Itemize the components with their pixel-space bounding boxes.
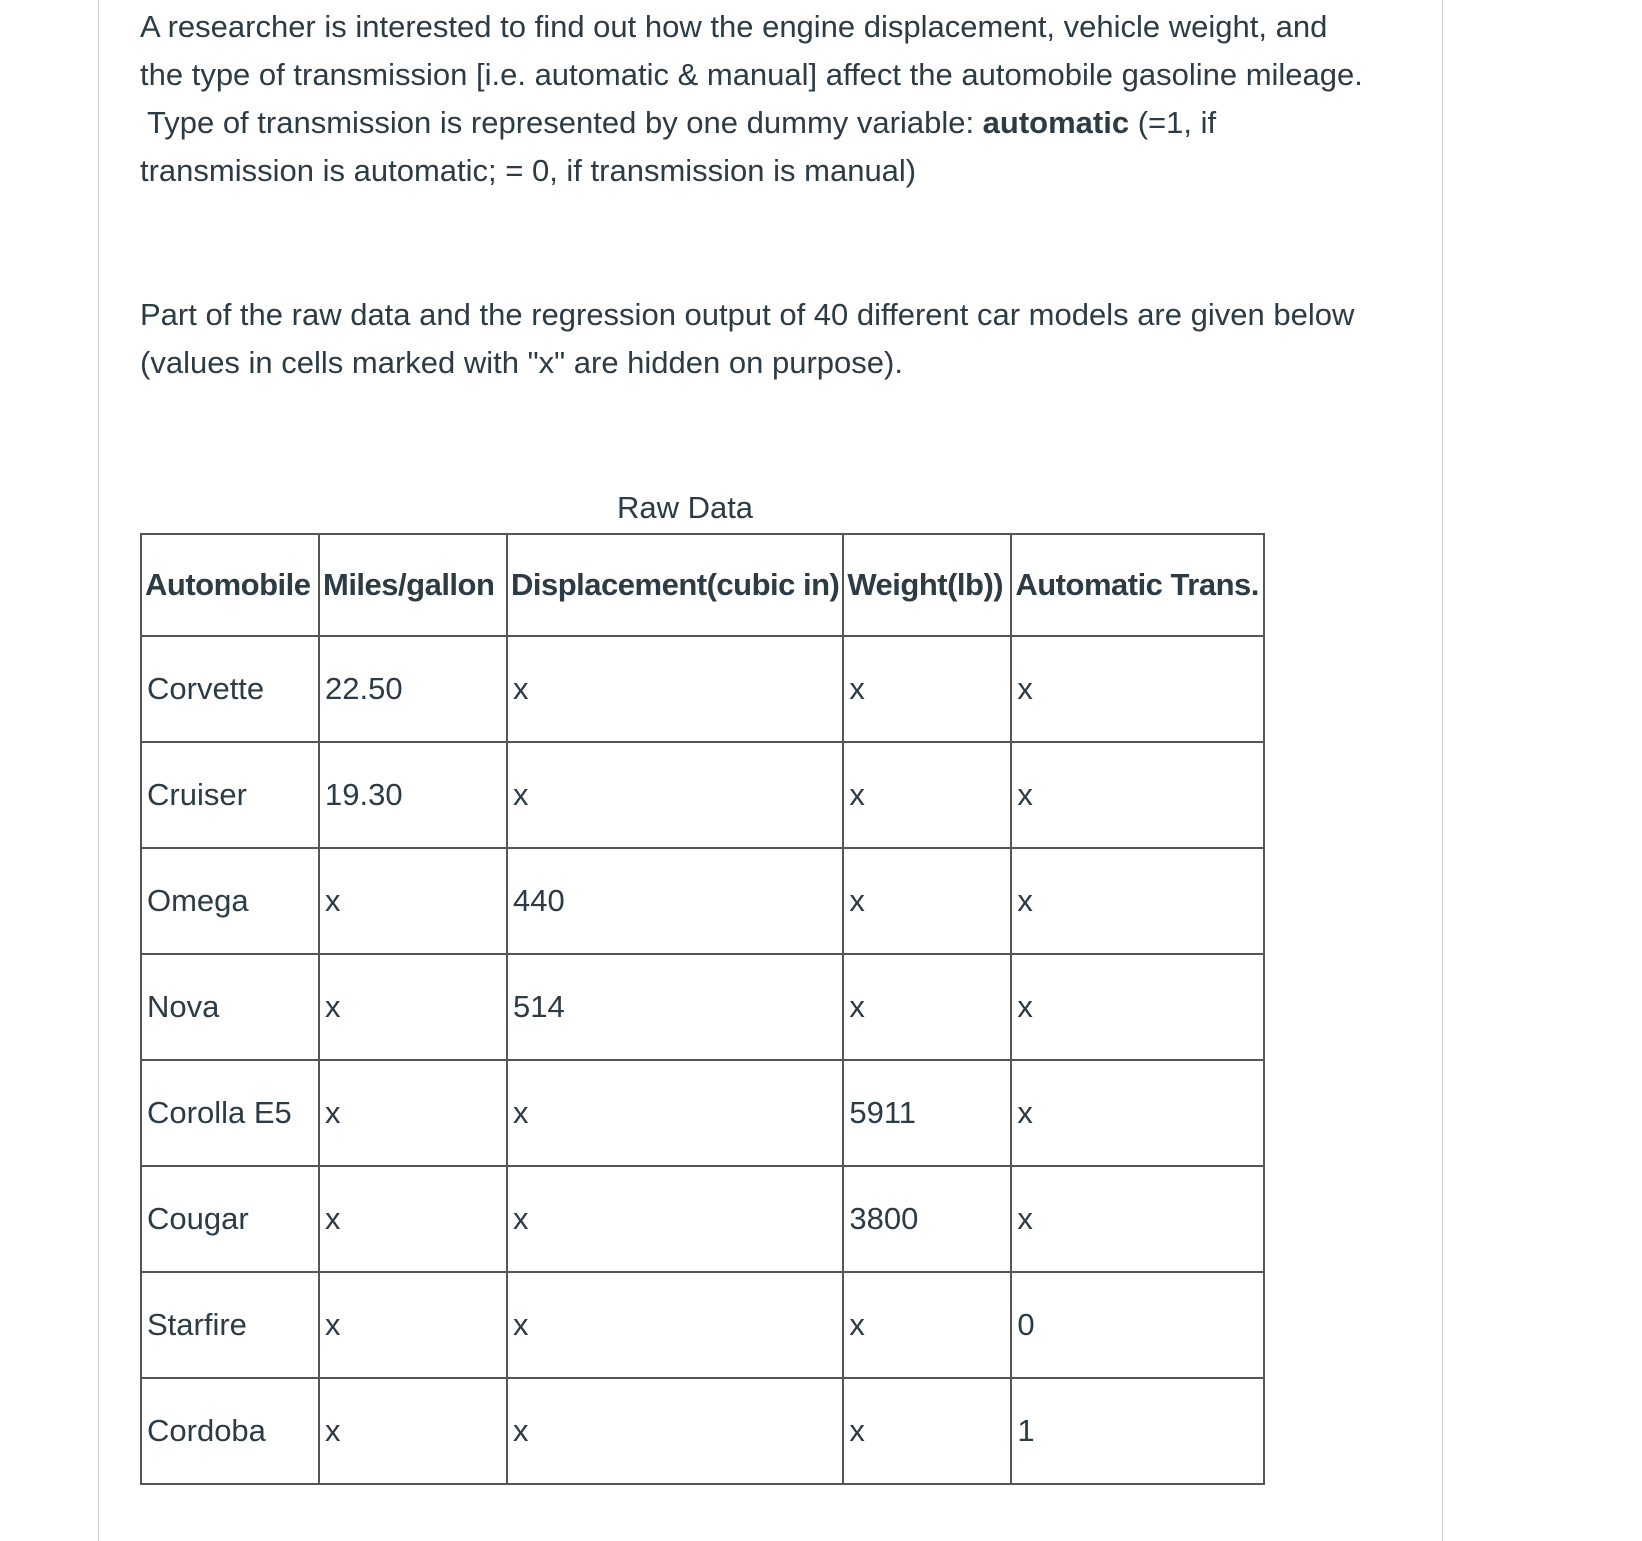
cell-weight: x (843, 1378, 1011, 1484)
table-header-row (141, 534, 1264, 636)
cell-mpg: x (319, 1272, 507, 1378)
header-displacement: Displacement(cubic in) (507, 534, 843, 636)
cell-automatic: x (1011, 954, 1264, 1060)
cell-weight: x (843, 636, 1011, 742)
cell-displacement: x (507, 742, 843, 848)
header-automatic-trans: Automatic Trans. (1011, 534, 1264, 636)
intro-line-3-end: (=1, if (1129, 105, 1217, 140)
intro-line-2: the type of transmission [i.e. automatic & manual] affect the automobile gasoline mileage. (140, 57, 1363, 92)
cell-automatic: x (1011, 636, 1264, 742)
cell-weight: x (843, 954, 1011, 1060)
intro-paragraph (140, 3, 1420, 195)
cell-weight: x (843, 742, 1011, 848)
cell-mpg: x (319, 848, 507, 954)
cell-displacement: x (507, 1166, 843, 1272)
cell-displacement: 440 (507, 848, 843, 954)
intro-line-3-start: Type of transmission is represented by one dummy variable: (147, 105, 983, 140)
cell-automatic: 0 (1011, 1272, 1264, 1378)
cell-weight: x (843, 1272, 1011, 1378)
cell-weight: 3800 (843, 1166, 1011, 1272)
cell-automobile: Cordoba (141, 1378, 319, 1484)
table-row (141, 636, 1264, 742)
cell-automobile: Corvette (141, 636, 319, 742)
cell-automobile: Omega (141, 848, 319, 954)
cell-mpg: x (319, 954, 507, 1060)
cell-automobile: Corolla E5 (141, 1060, 319, 1166)
cell-weight: 5911 (843, 1060, 1011, 1166)
header-automobile: Automobile (141, 534, 319, 636)
table-row (141, 848, 1264, 954)
header-weight: Weight(lb)) (843, 534, 1011, 636)
table-row (141, 1166, 1264, 1272)
cell-automobile: Cougar (141, 1166, 319, 1272)
cell-mpg: x (319, 1060, 507, 1166)
cell-displacement: x (507, 1272, 843, 1378)
cell-mpg: x (319, 1166, 507, 1272)
cell-automobile: Starfire (141, 1272, 319, 1378)
cell-displacement: x (507, 636, 843, 742)
intro-line-3 (140, 99, 1420, 147)
table-row (141, 1060, 1264, 1166)
part-line-1: Part of the raw data and the regression output of 40 different car models are given below (140, 297, 1355, 332)
cell-automatic: 1 (1011, 1378, 1264, 1484)
cell-automatic: x (1011, 1060, 1264, 1166)
cell-weight: x (843, 848, 1011, 954)
cell-mpg: 19.30 (319, 742, 507, 848)
cell-displacement: x (507, 1378, 843, 1484)
table-row (141, 1272, 1264, 1378)
data-description-paragraph (140, 291, 1420, 387)
cell-automatic: x (1011, 742, 1264, 848)
table-caption: Raw Data (616, 490, 754, 525)
table-row (141, 954, 1264, 1060)
raw-data-table (140, 533, 1265, 1485)
cell-displacement: 514 (507, 954, 843, 1060)
table-row (141, 742, 1264, 848)
cell-automobile: Cruiser (141, 742, 319, 848)
table-row (141, 1378, 1264, 1484)
cell-mpg: 22.50 (319, 636, 507, 742)
intro-line-1: A researcher is interested to find out how the engine displacement, vehicle weight, and (140, 9, 1328, 44)
intro-line-4: transmission is automatic; = 0, if transmission is manual) (140, 153, 917, 188)
automatic-keyword: automatic (982, 105, 1130, 140)
cell-mpg: x (319, 1378, 507, 1484)
cell-automatic: x (1011, 848, 1264, 954)
cell-automatic: x (1011, 1166, 1264, 1272)
part-line-2: (values in cells marked with "x" are hidden on purpose). (140, 345, 903, 380)
cell-displacement: x (507, 1060, 843, 1166)
header-miles-per-gallon: Miles/gallon (319, 534, 507, 636)
cell-automobile: Nova (141, 954, 319, 1060)
